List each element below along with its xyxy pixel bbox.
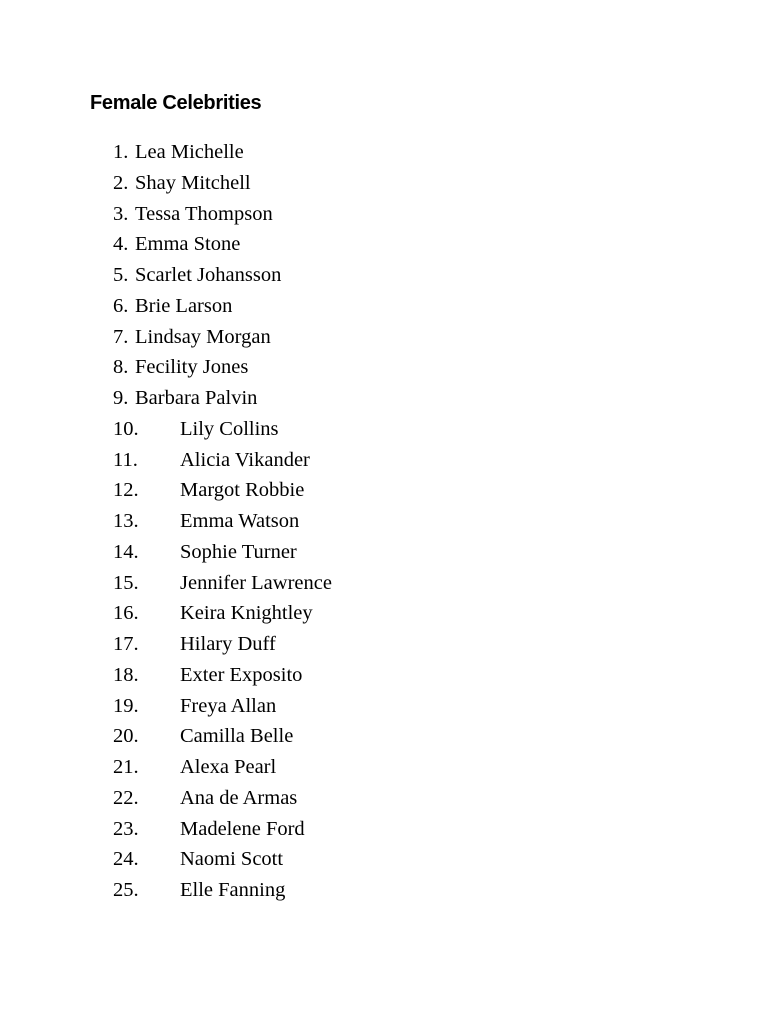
list-item <box>0 629 768 660</box>
list-item <box>0 752 768 783</box>
list-item-name: Fecility Jones <box>135 356 249 379</box>
list-item <box>0 875 768 906</box>
list-item-name: Barbara Palvin <box>135 387 258 409</box>
list-item-number: 18. <box>113 663 139 686</box>
list-item <box>0 598 768 629</box>
list-item-number: 2. <box>113 171 129 194</box>
list-item-name: Alicia Vikander <box>180 448 310 471</box>
list-item-number: 10. <box>113 417 139 440</box>
list-item-name: Tessa Thompson <box>135 202 273 225</box>
list-item-name: Keira Knightley <box>180 602 313 625</box>
list-item-number: 24. <box>113 848 139 871</box>
list-item-name: Emma Stone <box>135 233 241 256</box>
list-item <box>0 168 768 199</box>
list-item-number: 4. <box>113 233 129 256</box>
list-item-number: 19. <box>113 694 139 717</box>
list-item-name: Jennifer Lawrence <box>180 571 332 594</box>
list-item <box>0 814 768 845</box>
list-item <box>0 844 768 875</box>
list-item-name: Camilla Belle <box>180 725 294 748</box>
list-item-name: Lea Michelle <box>135 141 244 163</box>
list-item <box>0 229 768 260</box>
list-item <box>0 352 768 383</box>
list-item-number: 12. <box>113 479 139 502</box>
list-item-number: 25. <box>113 879 139 901</box>
list-item-name: Sophie Turner <box>180 540 297 563</box>
list-item-name: Margot Robbie <box>180 479 305 502</box>
list-item <box>0 445 768 476</box>
list-item-number: 21. <box>113 756 139 778</box>
list-item-number: 22. <box>113 786 139 809</box>
list-item-name: Brie Larson <box>135 294 233 317</box>
list-item <box>0 660 768 691</box>
list-item-name: Exter Exposito <box>180 663 303 686</box>
list-item <box>0 721 768 752</box>
list-item-number: 17. <box>113 633 139 655</box>
list-item <box>0 691 768 722</box>
list-item-number: 20. <box>113 725 139 748</box>
list-item-name: Scarlet Johansson <box>135 264 282 286</box>
list-item <box>0 568 768 599</box>
list-item-name: Naomi Scott <box>180 848 284 871</box>
list-item <box>0 783 768 814</box>
document-title: Female Celebrities <box>90 92 262 114</box>
list-item-name: Lindsay Morgan <box>135 325 271 348</box>
list-item <box>0 537 768 568</box>
list-item-name: Ana de Armas <box>180 786 298 809</box>
list-item <box>0 322 768 353</box>
list-item-number: 16. <box>113 602 139 625</box>
list-item-number: 8. <box>113 356 129 379</box>
list-item-number: 11. <box>113 448 138 471</box>
list-item-name: Elle Fanning <box>180 879 286 901</box>
list-item-name: Freya Allan <box>180 694 277 717</box>
list-item-name: Madelene Ford <box>180 817 305 840</box>
list-item-number: 15. <box>113 571 139 594</box>
list-item-name: Emma Watson <box>180 510 300 532</box>
list-item <box>0 506 768 537</box>
list-item-number: 6. <box>113 294 129 317</box>
list-item <box>0 383 768 414</box>
list-item-number: 9. <box>113 387 129 409</box>
list-item <box>0 137 768 168</box>
list-item-number: 23. <box>113 817 139 840</box>
list-item-number: 14. <box>113 540 139 563</box>
list-item <box>0 414 768 445</box>
list-item-number: 7. <box>113 325 129 348</box>
list-item <box>0 199 768 230</box>
list-item-name: Alexa Pearl <box>180 756 277 778</box>
list-item <box>0 291 768 322</box>
celebrity-list <box>0 137 768 906</box>
list-item-number: 5. <box>113 264 129 286</box>
list-item-number: 13. <box>113 510 139 532</box>
list-item-number: 3. <box>113 202 129 225</box>
list-item-name: Shay Mitchell <box>135 171 251 194</box>
list-item <box>0 260 768 291</box>
list-item-number: 1. <box>113 141 129 163</box>
list-item <box>0 475 768 506</box>
list-item-name: Hilary Duff <box>180 633 276 655</box>
list-item-name: Lily Collins <box>180 417 279 440</box>
